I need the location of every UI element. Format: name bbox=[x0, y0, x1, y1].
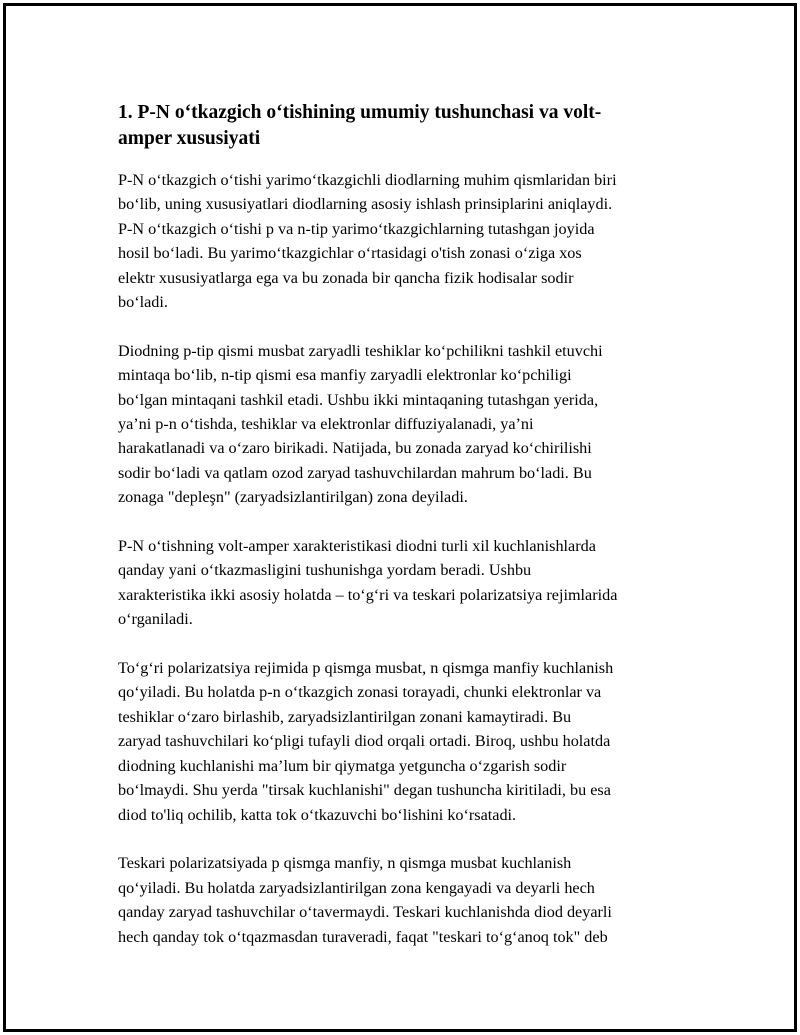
body-paragraph-diode-regions bbox=[118, 339, 698, 510]
text-line: zaryad tashuvchilari koʻpligi tufayli diod orqali ortadi. Biroq, ushbu holatda bbox=[118, 732, 611, 751]
page-frame bbox=[3, 3, 797, 1032]
section-heading-line: 1. P-N oʻtkazgich oʻtishining umumiy tushunchasi va volt- bbox=[118, 102, 602, 123]
page-content bbox=[118, 100, 698, 973]
text-line: P-N oʻtkazgich oʻtishi yarimoʻtkazgichli diodlarning muhim qismlaridan biri bbox=[118, 171, 617, 189]
text-line: boʻlgan mintaqani tashkil etadi. Ushbu ikki mintaqaning tutashgan yerida, bbox=[118, 390, 599, 409]
text-line: sodir boʻladi va qatlam ozod zaryad tashuvchilardan mahrum boʻladi. Bu bbox=[118, 463, 592, 482]
section-heading-line: amper xususiyati bbox=[118, 128, 261, 149]
text-line: boʻlib, uning xususiyatlari diodlarning asosiy ishlash prinsiplarini aniqlaydi. bbox=[118, 195, 613, 214]
text-line: yaʼni p-n oʻtishda, teshiklar va elektronlar diffuziyalanadi, yaʼni bbox=[118, 415, 534, 434]
text-line: mintaqa boʻlib, n-tip qismi esa manfiy zaryadli elektronlar koʻpchiligi bbox=[118, 366, 572, 385]
text-line: P-N oʻtishning volt-amper xarakteristikasi diodni turli xil kuchlanishlarda bbox=[118, 537, 596, 556]
text-line: boʻlmaydi. Shu yerda "tirsak kuchlanishi" degan tushuncha kiritiladi, bu esa bbox=[118, 781, 611, 800]
text-line: harakatlanadi va oʻzaro birikadi. Natijada, bu zonada zaryad koʻchirilishi bbox=[118, 439, 592, 458]
text-line: qoʻyiladi. Bu holatda p-n oʻtkazgich zonasi torayadi, chunki elektronlar va bbox=[118, 683, 602, 702]
text-line: qoʻyiladi. Bu holatda zaryadsizlantirilgan zona kengayadi va deyarli hech bbox=[118, 878, 595, 897]
text-line: zonaga "depleşn" (zaryadsizlantirilgan) zona deyiladi. bbox=[118, 488, 468, 507]
text-line: Teskari polarizatsiyada p qismga manfiy, n qismga musbat kuchlanish bbox=[118, 854, 572, 873]
text-line: hosil boʻladi. Bu yarimoʻtkazgichlar oʻrtasidagi o'tish zonasi oʻziga xos bbox=[118, 244, 582, 263]
section-heading bbox=[118, 100, 698, 152]
body-paragraph-intro bbox=[118, 168, 698, 314]
body-paragraph-forward-bias bbox=[118, 656, 698, 827]
text-line: qanday zaryad tashuvchilar oʻtavermaydi. Teskari kuchlanishda diod deyarli bbox=[118, 903, 612, 922]
text-line: P-N oʻtkazgich oʻtishi p va n-tip yarimoʻtkazgichlarning tutashgan joyida bbox=[118, 219, 595, 238]
body-paragraph-volt-ampere bbox=[118, 534, 698, 632]
text-line: Toʻgʻri polarizatsiya rejimida p qismga musbat, n qismga manfiy kuchlanish bbox=[118, 659, 614, 678]
text-line: diod to'liq ochilib, katta tok oʻtkazuvchi boʻlishini koʻrsatadi. bbox=[118, 805, 517, 824]
text-line: elektr xususiyatlarga ega va bu zonada bir qancha fizik hodisalar sodir bbox=[118, 268, 574, 287]
text-line: teshiklar oʻzaro birlashib, zaryadsizlantirilgan zonani kamaytiradi. Bu bbox=[118, 707, 572, 726]
text-line: boʻladi. bbox=[118, 293, 168, 312]
body-paragraph-reverse-bias bbox=[118, 851, 698, 949]
text-line: qanday yani oʻtkazmasligini tushunishga yordam beradi. Ushbu bbox=[118, 561, 532, 580]
text-line: Diodning p-tip qismi musbat zaryadli teshiklar koʻpchilikni tashkil etuvchi bbox=[118, 341, 603, 360]
text-line: oʻrganiladi. bbox=[118, 610, 193, 629]
text-line: diodning kuchlanishi maʼlum bir qiymatga yetguncha oʻzgarish sodir bbox=[118, 756, 567, 775]
text-line: xarakteristika ikki asosiy holatda – toʻgʻri va teskari polarizatsiya rejimlarida bbox=[118, 585, 618, 604]
text-line: hech qanday tok oʻtqazmasdan turaveradi, faqat "teskari toʻgʻanoq tok" deb bbox=[118, 927, 608, 946]
